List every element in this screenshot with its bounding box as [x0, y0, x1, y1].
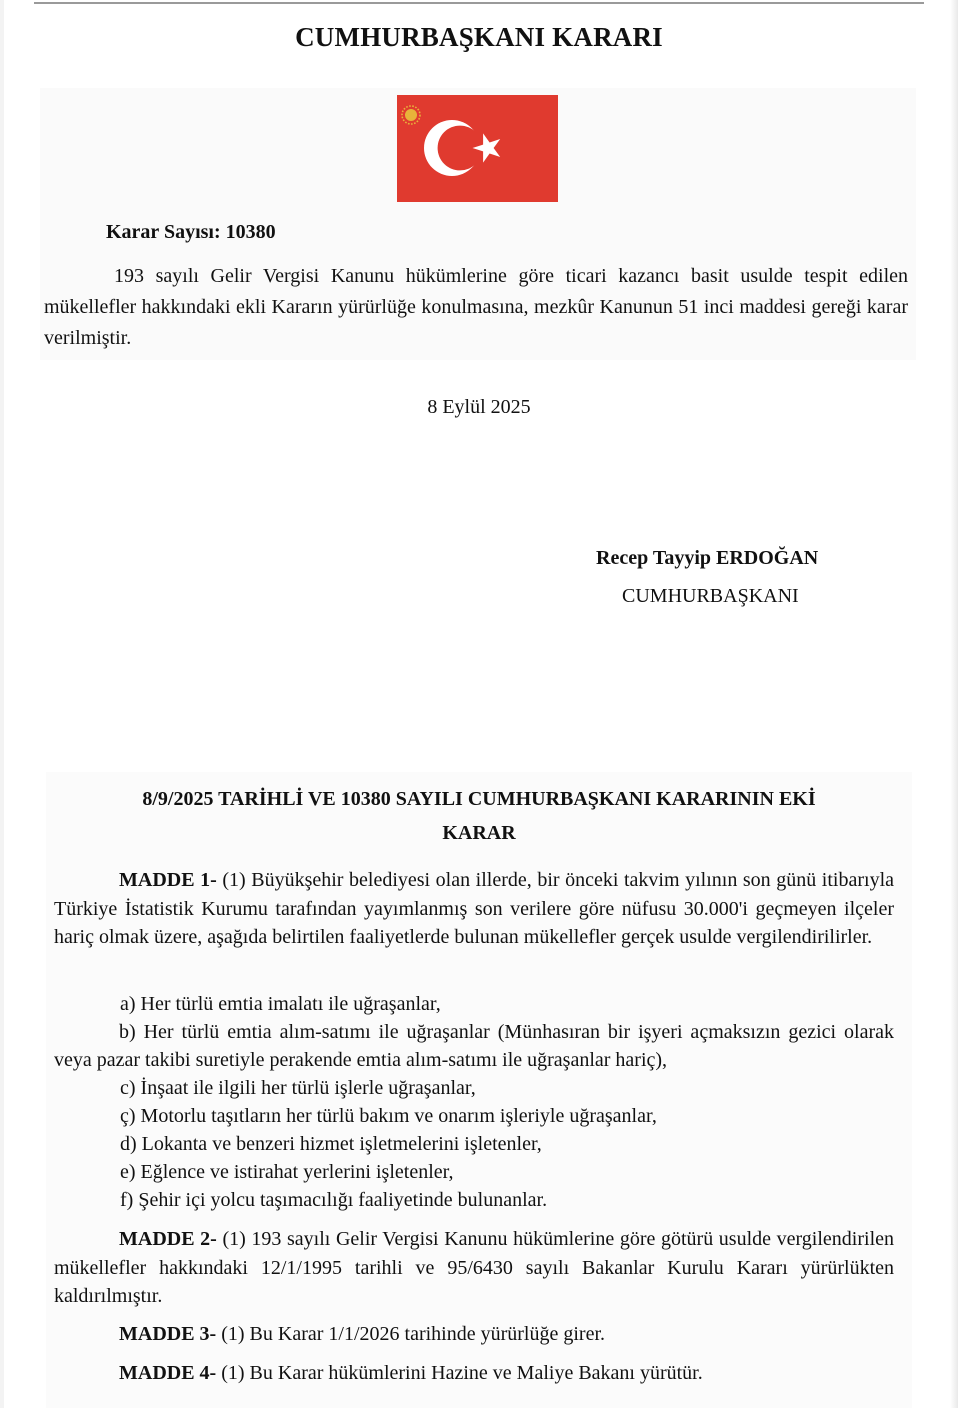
article-text: (1) Bu Karar hükümlerini Hazine ve Maliye Bakanı yürütür. — [221, 1362, 703, 1384]
signatory-name: Recep Tayyip ERDOĞAN — [596, 547, 819, 569]
list-item: e) Eğlence ve istirahat yerlerini işletenler, — [120, 1161, 454, 1183]
page-right-edge — [950, 0, 958, 1408]
list-item: d) Lokanta ve benzeri hizmet işletmelerini işletenler, — [120, 1133, 542, 1155]
list-item: b) Her türlü emtia alım-satımı ile uğraşanlar (Münhasıran bir işyeri açmaksızın gezici olarak veya pazar takibi suretiyle perakende emtia alım-satımı ile uğraşanlar hariç), — [54, 1021, 894, 1071]
decision-intro-paragraph: 193 sayılı Gelir Vergisi Kanunu hükümlerine göre ticari kazancı basit usulde tespit edilen mükellefler hakkındaki ekli Kararın yürürlüğe konulmasına, mezkûr Kanunun 51 inci maddesi gereği karar verilmiştir. — [44, 265, 908, 349]
list-item: f) Şehir içi yolcu taşımacılığı faaliyetinde bulunanlar. — [120, 1189, 548, 1211]
page-title: CUMHURBAŞKANI KARARI — [295, 22, 663, 52]
top-divider — [34, 2, 924, 4]
turkish-flag-icon — [397, 95, 558, 202]
article-label: MADDE 3- — [119, 1323, 217, 1345]
decision-date: 8 Eylül 2025 — [427, 396, 531, 418]
article-label: MADDE 4- — [119, 1362, 217, 1384]
article-label: MADDE 1- — [119, 869, 217, 891]
list-item: c) İnşaat ile ilgili her türlü işlerle uğraşanlar, — [120, 1077, 476, 1099]
list-item: ç) Motorlu taşıtların her türlü bakım ve onarım işleriyle uğraşanlar, — [120, 1105, 657, 1127]
article-1 — [54, 866, 894, 952]
annex-title-line-2: KARAR — [442, 822, 516, 844]
article-4 — [54, 1359, 894, 1388]
article-text: (1) 193 sayılı Gelir Vergisi Kanunu hükümlerine göre götürü usulde vergilendirilen mükellefler hakkındaki 12/1/1995 tarihli ve 95/6430 sayılı Bakanlar Kurulu Kararı yürürlükten kaldırılmıştır. — [54, 1228, 895, 1307]
decision-number: Karar Sayısı: 10380 — [106, 221, 276, 243]
list-item: a) Her türlü emtia imalatı ile uğraşanlar, — [120, 993, 441, 1015]
article-3 — [54, 1320, 894, 1349]
article-text: (1) Büyükşehir belediyesi olan illerde, bir önceki takvim yılının son günü itibarıyla Türkiye İstatistik Kurumu tarafından yayımlanmış son verilere göre nüfusu 30.000'i geçmeyen ilçeler hariç olmak üzere, aşağıda belirtilen faaliyetlerde bulunan mükellefler gerçek usulde vergilendirilirler. — [54, 869, 895, 948]
article-label: MADDE 2- — [119, 1228, 217, 1250]
annex-title-line-1: 8/9/2025 TARİHLİ VE 10380 SAYILI CUMHURBAŞKANI KARARININ EKİ — [142, 788, 816, 810]
page-left-edge — [0, 0, 4, 1408]
annex-title — [0, 782, 958, 850]
signatory-title: CUMHURBAŞKANI — [622, 585, 799, 607]
article-text: (1) Bu Karar 1/1/2026 tarihinde yürürlüğe girer. — [221, 1323, 605, 1345]
article-2 — [54, 1225, 894, 1311]
